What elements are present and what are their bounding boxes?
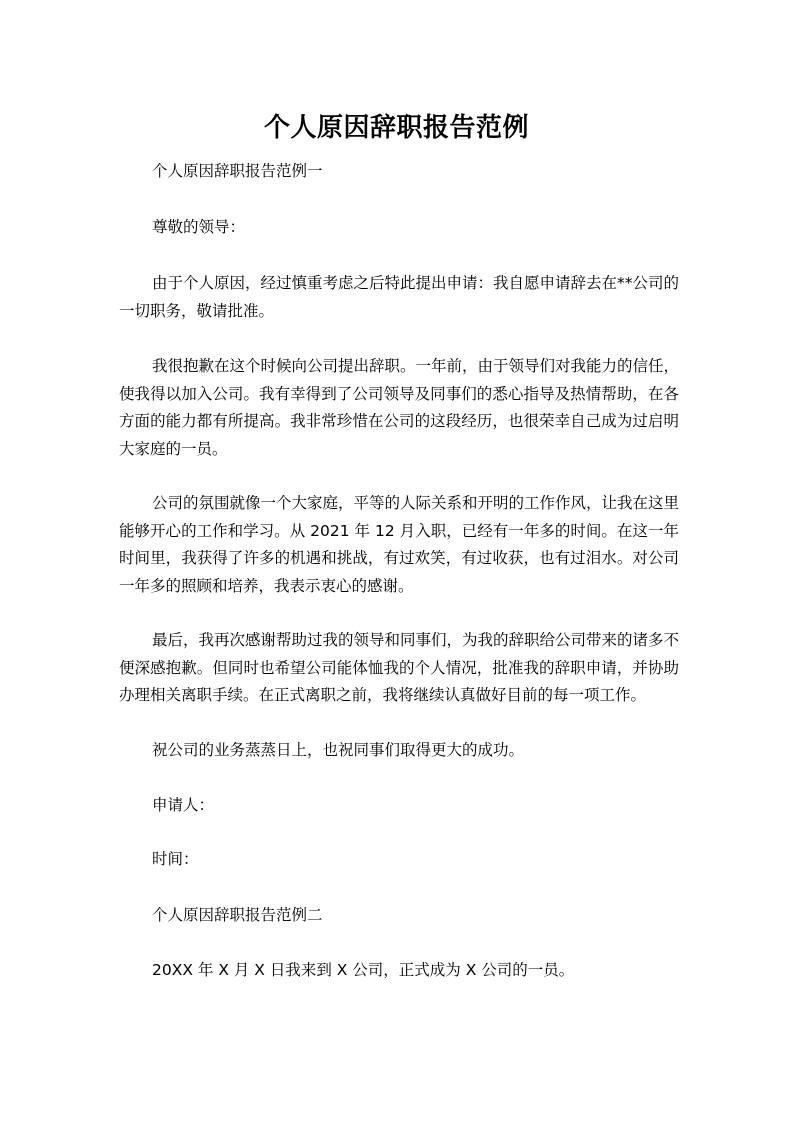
body-paragraph-3: 公司的氛围就像一个大家庭，平等的人际关系和开明的工作作风，让我在这里能够开心的工作和学习。从 2021 年 12 月入职，已经有一年多的时间。在这一年时间里，我获得了许多的机遇和挑战，有过欢笑，有过收获，也有过泪水。对公司一年多的照顾和培养，我表示衷心的感谢。 — [119, 494, 680, 595]
document-title: 个人原因辞职报告范例 — [263, 113, 529, 143]
section-heading-2: 个人原因辞职报告范例二 — [152, 906, 323, 924]
body-paragraph-4: 最后，我再次感谢帮助过我的领导和同事们，为我的辞职给公司带来的诸多不便深感抱歉。但同时也希望公司能体恤我的个人情况，批准我的辞职申请，并协助办理相关离职手续。在正式离职之前，我将继续认真做好目前的每一项工作。 — [119, 631, 680, 704]
applicant-label: 申请人： — [152, 796, 215, 814]
salutation: 尊敬的领导： — [152, 218, 246, 236]
body-paragraph-1: 由于个人原因，经过慎重考虑之后特此提出申请：我自愿申请辞去在**公司的一切职务，敬请批准。 — [119, 274, 680, 320]
closing-wish: 祝公司的业务蒸蒸日上，也祝同事们取得更大的成功。 — [152, 741, 525, 759]
body-paragraph-2: 我很抱歉在这个时候向公司提出辞职。一年前，由于领导们对我能力的信任，使我得以加入公司。我有幸得到了公司领导及同事们的悉心指导及热情帮助，在各方面的能力都有所提高。我非常珍惜在公司的这段经历，也很荣幸自己成为过启明大家庭的一员。 — [119, 357, 680, 458]
section-heading-1: 个人原因辞职报告范例一 — [152, 162, 323, 180]
body-paragraph-5: 20XX 年 X 月 X 日我来到 X 公司，正式成为 X 公司的一员。 — [152, 961, 575, 979]
date-label: 时间： — [152, 850, 199, 868]
